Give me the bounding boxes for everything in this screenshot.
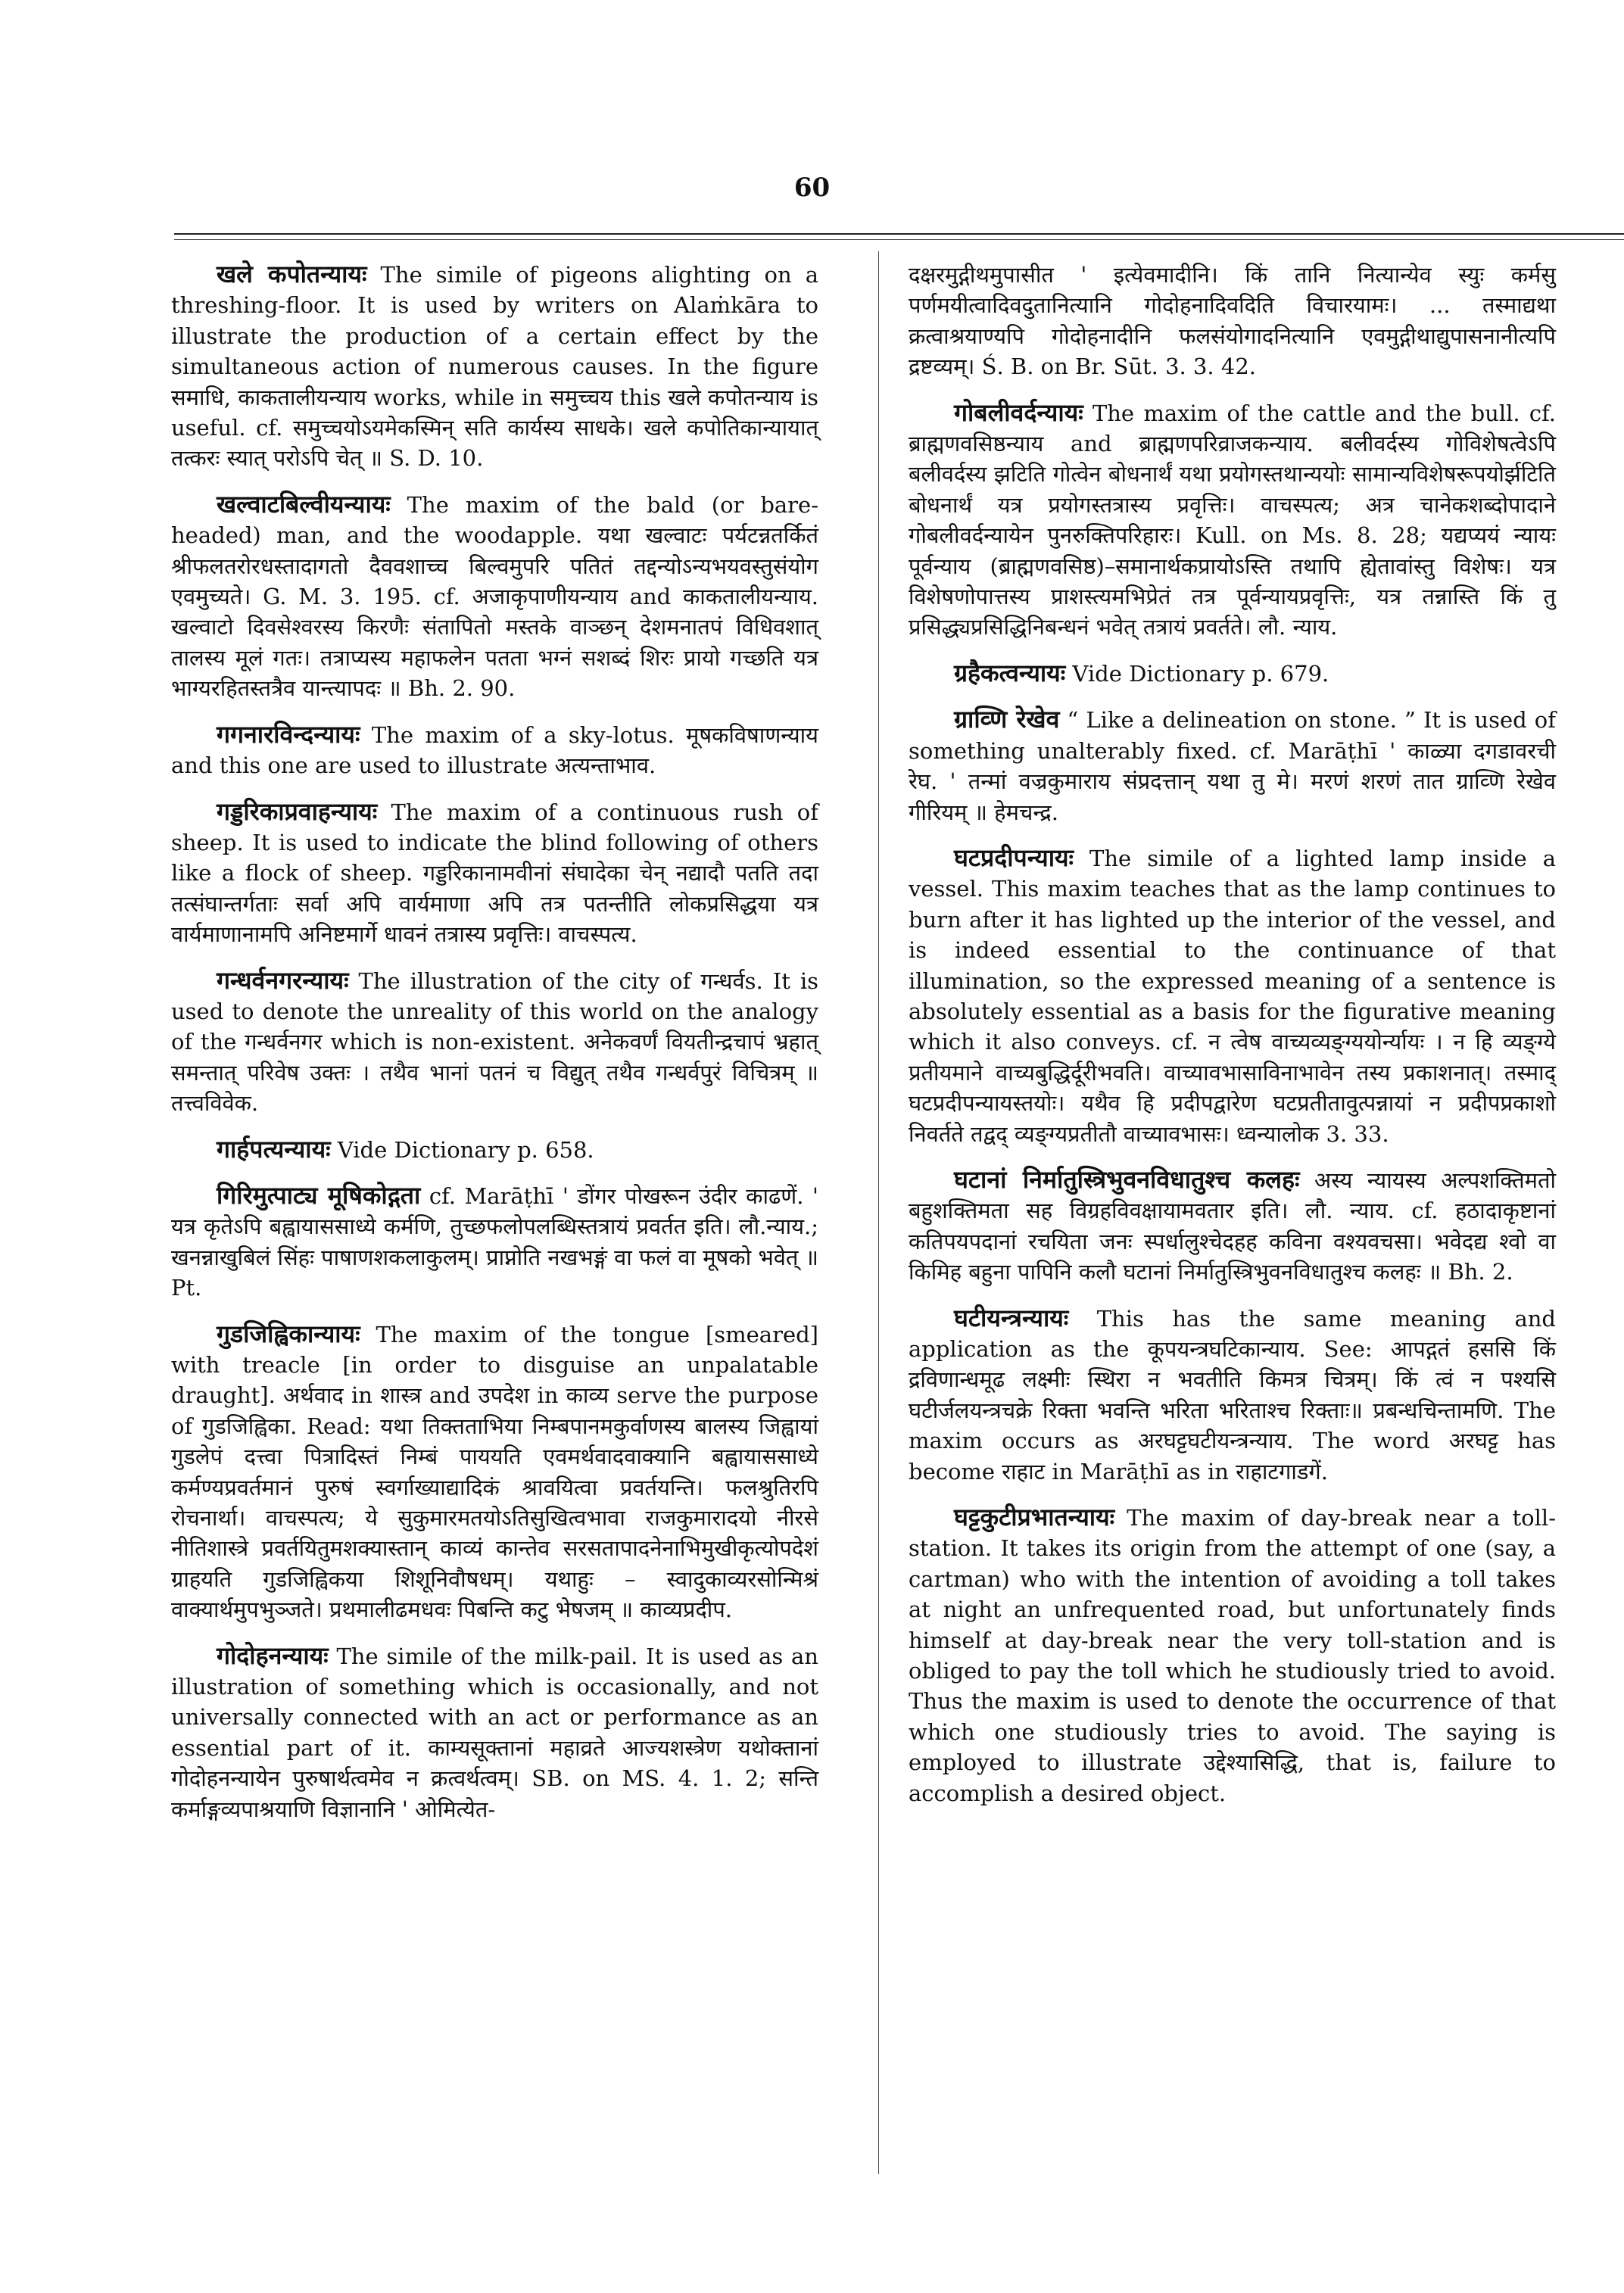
entry-godohana: [171, 1640, 818, 1824]
entry-body: The maxim of day-break near a toll-station. It takes its origin from the attempt of one (say, a cartman) who with the intention of avoiding a toll takes at night an unfrequented road, but unfortunately finds himself at day-break near the very toll-station and is obliged to pay the toll which he studiously tried to avoid. Thus the maxim is used to denote the occurrence of that which one studiously tries to avoid. The saying is employed to illustrate उद्देश्यासिद्धि, that is, failure to accomplish a desired object.: [909, 1505, 1556, 1806]
column-divider: [878, 251, 879, 2174]
entry-headword: खले कपोतन्यायः: [217, 260, 367, 288]
entry-ghattakuti-prabhata: [909, 1502, 1556, 1809]
entry-garhapatya: [171, 1134, 818, 1165]
header-rule-top: [174, 233, 1624, 235]
entry-headword: घट्टकुटीप्रभातन्यायः: [954, 1503, 1115, 1532]
entry-headword: गुडजिह्विकान्यायः: [217, 1319, 360, 1348]
entry-body: “ Like a delineation on stone. ” It is used of something unalterably fixed. cf. Marāṭhī ' काळ्या दगडावरची रेघ. ' तन्मां वज्रकुमाराय संप्रदत्तान् यथा तु मे। मरणं शरणं तात ग्राव्णि रेखेव गीरियम् ॥ हेमचन्द्र.: [909, 707, 1556, 825]
entry-gandharva-nagara: [171, 965, 818, 1119]
entry-gaddarika-pravaha: [171, 796, 818, 950]
entry-ghatiyantra: [909, 1303, 1556, 1487]
entry-headword: गगनारविन्दन्यायः: [217, 719, 360, 749]
entry-body: Vide Dictionary p. 658.: [330, 1136, 594, 1163]
page-number: 60: [793, 173, 831, 203]
entry-headword: गोदोहनन्यायः: [217, 1640, 329, 1670]
entry-body: दक्षरमुद्गीथमुपासीत ' इत्येवमादीनि। किं तानि नित्यान्येव स्युः कर्मसु पर्णमयीत्वादिवदुतानित्यानि गोदोहनादिवदिति विचारयामः। ... तस्माद्यथा क्रत्वाश्रयाण्यपि गोदोहनादीनि फलसंयोगादनित्यानि एवमुद्गीथाद्युपासनानीत्यपि द्रष्टव्यम्। Ś. B. on Br. Sūt. 3. 3. 42.: [909, 262, 1556, 380]
entry-khale-kapota: [171, 259, 818, 474]
entry-headword: गोबलीवर्दन्यायः: [954, 397, 1083, 427]
entry-body: अस्य न्यायस्य अल्पशक्तिमतो बहुशक्तिमता सह विग्रहविवक्षायामवतार इति। लौ. न्याय. cf. हठादाकृष्टानां कतिपयपदानां रचयिता जनः स्पर्धालुश्चेदहह कविना वश्यवचसा। भवेदद्य श्वो वा किमिह बहुना पापिनि कलौ घटानां निर्मातुस्त्रिभुवनविधातुश्च कलहः ॥ Bh. 2.: [909, 1167, 1556, 1285]
entry-body: The maxim of the bald (or bare-headed) man, and the woodapple. यथा खल्वाटः पर्यटन्नतर्कितं श्रीफलतरोरधस्तादागतो दैववशाच्च बिल्वमुपरि पतितं तद्दन्योऽन्यभयवस्तुसंयोग एवमुच्यते। G. M. 3. 195. cf. अजाकृपाणीयन्याय and काकतालीयन्याय. खल्वाटो दिवसेश्वरस्य किरणैः संतापितो मस्तके वाञ्छन् देशमनातपं विधिवशात् तालस्य मूलं गतः। तत्राप्यस्य महाफलेन पतता भग्नं सशब्दं शिरः प्रायो गच्छति यत्र भाग्यरहितस्तत्रैव यान्त्यापदः ॥ Bh. 2. 90.: [171, 491, 818, 702]
entry-body: The simile of pigeons alighting on a threshing-floor. It is used by writers on Alaṁkāra to illustrate the production of a certain effect by the simultaneous action of numerous causes. In the figure समाधि, काकतालीयन्याय works, while in समुच्चय this खले कपोतन्याय is useful. cf. समुच्चयोऽयमेकस्मिन् सति कार्यस्य साधके। खले कपोतिकान्यायात् तत्करः स्यात् परोऽपि चेत् ॥ S. D. 10.: [171, 262, 818, 472]
entry-khalvata-bilviya: [171, 489, 818, 704]
entry-body: cf. Marāṭhī ' डोंगर पोखरून उंदीर काढणें. ' यत्र कृतेऽपि बह्वायाससाध्ये कर्मणि, तुच्छफलोपलब्धिस्तत्रायं प्रवर्तत इति। लौ.न्याय.; खनन्नाखुबिलं सिंहः पाषाणशकलाकुलम्। प्राप्नोति नखभङ्गं वा फलं वा मूषको भवेत् ॥ Pt.: [171, 1182, 818, 1301]
right-column: [909, 259, 1556, 1824]
entry-body: The maxim of a sky-lotus. मूषकविषाणन्याय and this one are used to illustrate अत्यन्ताभाव.: [171, 721, 818, 779]
entry-ghatapradipa: [909, 843, 1556, 1149]
entry-body: The maxim of a continuous rush of sheep. It is used to indicate the blind following of others like a flock of sheep. गड्डरिकानामवीनां संघादेका चेन् नद्यादौ पतति तदा तत्संघान्तर्गताः सर्वा अपि वार्यमाणा अपि तत्र पतन्तीति लोकप्रसिद्धया यत्र वार्यमाणानामपि अनिष्टमार्गे धावनं तत्रास्य प्रवृत्तिः। वाचस्पत्य.: [171, 799, 818, 948]
entry-girim-utpatya: [171, 1180, 818, 1304]
entry-body: This has the same meaning and application as the कूपयन्त्रघटिकान्याय. See: आपद्गतं हससि किं द्रविणान्धमूढ लक्ष्मीः स्थिरा न भवतीति किमत्र चित्रम्। किं त्वं न पश्यसि घटीर्जलयन्त्रचक्रे रिक्ता भवन्ति भरिता भरिताश्च रिक्ताः॥ प्रबन्धचिन्तामणि. The maxim occurs as अरघट्टघटीयन्त्रन्याय. The word अरघट्ट has become राहाट in Marāṭhī as in राहाटगाडगें.: [909, 1305, 1556, 1485]
entry-headword: गड्डरिकाप्रवाहन्यायः: [217, 796, 378, 826]
entry-headword: खल्वाटबिल्वीयन्यायः: [217, 489, 391, 519]
entry-headword: घटीयन्त्रन्यायः: [954, 1303, 1069, 1332]
entry-gobalivarda: [909, 397, 1556, 643]
entry-body: The illustration of the city of गन्धर्वs. It is used to denote the unreality of this world on the analogy of the गन्धर्वनगर which is non-existent. अनेकवर्णं वियतीन्द्रचापं भ्रहात् समन्तात् परिवेष उक्तः । तथैव भानां पतनं च विद्युत् तथैव गन्धर्वपुरं विचित्रम् ॥ तत्त्वविवेक.: [171, 967, 818, 1117]
entry-headword: गिरिमुत्पाट्य मूषिकोद्गता: [217, 1180, 421, 1210]
entry-headword: ग्राव्णि रेखेव: [954, 705, 1060, 734]
entry-gudajihvika: [171, 1319, 818, 1625]
entry-headword: गार्हपत्यन्यायः: [217, 1134, 331, 1164]
entry-body: The simile of the milk-pail. It is used as an illustration of something which is occasionally, and not universally connected with an act or performance as an essential part of it. काम्यसूक्तानां महाव्रते आज्यशस्त्रेण यथोक्तानां गोदोहनन्यायेन पुरुषार्थत्वमेव न क्रत्वर्थत्वम्। SB. on MS. 4. 1. 2; सन्ति कर्माङ्गव्यपाश्रयाणि विज्ञानानि ' ओमित्येत-: [171, 1643, 818, 1822]
entry-body: The simile of a lighted lamp inside a vessel. This maxim teaches that as the lamp continues to burn after it has lighted up the interior of the vessel, and is indeed essential to the continuance of that illumination, so the expressed meaning of a sentence is absolutely essential as a basis for the figurative meaning which it also conveys. cf. न त्वेष वाच्यव्यङ्ग्ययोर्न्यायः । न हि व्यङ्ग्ये प्रतीयमाने वाच्यबुद्धिर्दूरीभवति। वाच्यावभासाविनाभावेन तस्य प्रकाशनात्। तस्माद् घटप्रदीपन्यायस्तयोः। यथैव हि प्रदीपद्वारेण घटप्रतीतावुत्पन्नायां न प्रदीपप्रकाशो निवर्तते तद्वद् व्यङ्ग्यप्रतीतौ वाच्यावभासः। ध्वन्यालोक 3. 33.: [909, 845, 1556, 1147]
entry-gaganaravinda: [171, 719, 818, 781]
header-rule-bottom: [174, 239, 1624, 240]
entry-body: Vide Dictionary p. 679.: [1065, 660, 1329, 687]
entry-headword: ग्रहैकत्वन्यायः: [954, 658, 1066, 687]
entry-ghatanam-nirmatuh: [909, 1164, 1556, 1288]
entry-grahaikatva: [909, 658, 1556, 689]
entry-headword: गन्धर्वनगरन्यायः: [217, 965, 349, 995]
left-column: [171, 259, 818, 1840]
entry-gravni-rekheva: [909, 704, 1556, 827]
entry-headword: घटप्रदीपन्यायः: [954, 843, 1074, 872]
entry-headword: घटानां निर्मातुस्त्रिभुवनविधातुश्च कलहः: [954, 1164, 1300, 1194]
entry-body: The maxim of the tongue [smeared] with treacle [in order to disguise an unpalatable draught]. अर्थवाद in शास्त्र and उपदेश in काव्य serve the purpose of गुडजिह्विका. Read: यथा तिक्तताभिया निम्बपानमकुर्वाणस्य बालस्य जिह्वायां गुडलेपं दत्त्वा पित्रादिस्तं निम्बं पाययति एवमर्थवादवाक्यानि बह्वायाससाध्ये कर्मण्यप्रवर्तमानं पुरुषं स्वर्गाख्याद्यादिकं श्रावयित्वा प्रवर्तयन्ति। फलश्रुतिरपि रोचनार्था। वाचस्पत्य; ये सुकुमारमतयोऽतिसुखित्वभावा राजकुमारादयो नीरसे नीतिशास्त्रे प्रवर्तयितुमशक्यास्तान् काव्यं कान्तेव सरसतापादनेनाभिमुखीकृत्योपदेशं ग्राहयति गुडजिह्विकया शिशूनिवौषधम्। यथाहुः – स्वादुकाव्यरसोन्मिश्रं वाक्यार्थमुपभुञ्जते। प्रथमालीढमधवः पिबन्ति कटु भेषजम् ॥ काव्यप्रदीप.: [171, 1321, 818, 1623]
entry-body: The maxim of the cattle and the bull. cf. ब्राह्मणवसिष्ठन्याय and ब्राह्मणपरिव्राजकन्याय. बलीवर्दस्य गोविशेषत्वेऽपि बलीवर्दस्य झटिति गोत्वेन बोधनार्थं यथा प्रयोगस्तथान्ययोः सामान्यविशेषरूपयोर्झटिति बोधनार्थं यत्र प्रयोगस्तत्रास्य प्रवृत्तिः। वाचस्पत्य; अत्र चानेकशब्दोपादाने गोबलीवर्दन्यायेन पुनरुक्तिपरिहारः। Kull. on Ms. 8. 28; यद्यप्ययं न्यायः पूर्वन्याय (ब्राह्मणवसिष्ठ)–समानार्थकप्रायोऽस्ति तथापि ह्येतावांस्तु विशेषः। यत्र विशेषणोपात्तस्य प्राशस्त्यमभिप्रेतं तत्र पूर्वन्यायप्रवृत्तिः, यत्र तन्नास्ति किं तु प्रसिद्ध्यप्रसिद्धिनिबन्धनं भवेत् तत्रायं प्रवर्तते। लौ. न्याय.: [909, 400, 1556, 640]
entry-godohana-continued: [909, 259, 1556, 382]
